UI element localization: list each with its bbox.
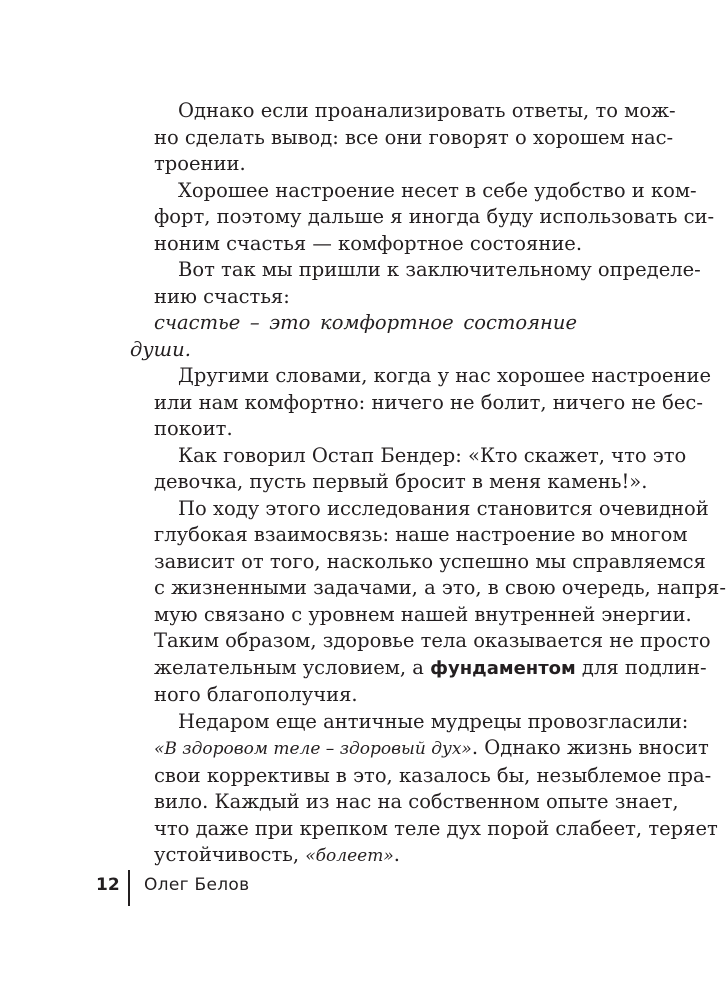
text-line: форт, поэтому дальше я иногда буду использовать си- — [154, 205, 715, 228]
text-line: Недаром еще античные мудрецы провозгласили: — [178, 709, 689, 733]
text-line: Таким образом, здоровье тела оказывается не просто — [154, 629, 711, 652]
footer-divider — [128, 870, 130, 906]
paragraph-6 — [130, 496, 726, 709]
text-fragment: желательным условием, а — [154, 655, 431, 679]
text-line-with-bold — [130, 655, 707, 683]
text-line: По ходу этого исследования становится очевидной — [178, 496, 709, 520]
text-line: но сделать вывод: все они говорят о хорошем нас- — [154, 125, 674, 149]
page-body — [130, 98, 726, 870]
text-fragment: . Однако жизнь вносит — [471, 736, 709, 759]
italic-word: «болеет» — [305, 846, 394, 866]
text-line: троении. — [154, 152, 246, 175]
text-line: ного благополучия. — [154, 683, 358, 706]
paragraph-1 — [130, 98, 676, 178]
text-line: покоит. — [154, 417, 233, 440]
text-fragment: . — [393, 843, 400, 866]
text-line: Другими словами, когда у нас хорошее настроение — [178, 364, 711, 387]
text-line: Как говорил Остап Бендер: «Кто скажет, что это — [178, 443, 687, 467]
text-line: нию счастья: — [154, 284, 290, 308]
text-line: вило. Каждый из нас на собственном опыте знает, — [154, 790, 679, 813]
text-line: глубокая взаимосвязь: наше настроение во многом — [154, 523, 688, 546]
happiness-definition — [130, 310, 577, 363]
text-line: свои коррективы в это, казалось бы, незыблемое пра- — [154, 763, 712, 787]
text-line: ноним счастья — комфортное состояние. — [154, 231, 583, 255]
text-line: что даже при крепком теле дух порой слабеет, теряет — [154, 816, 718, 840]
bold-word: фундаментом — [430, 657, 576, 679]
text-line-with-quote — [130, 735, 709, 763]
text-line: или нам комфортно: ничего не болит, ничего не бес- — [154, 390, 703, 414]
text-line: девочка, пусть первый бросит в меня камень!». — [154, 470, 648, 493]
page-number: 12 — [96, 875, 120, 895]
paragraph-7 — [130, 709, 718, 870]
paragraph-3 — [130, 257, 701, 310]
text-line: с жизненными задачами, а это, в свою очередь, напря- — [154, 576, 726, 599]
paragraph-2 — [130, 178, 715, 258]
page-footer — [0, 872, 644, 912]
author-name: Олег Белов — [144, 875, 250, 895]
text-line: зависит от того, насколько успешно мы справляемся — [154, 549, 706, 573]
text-fragment: устойчивость, — [154, 843, 306, 866]
text-line: мую связано с уровнем нашей внутренней энергии. — [154, 602, 692, 626]
text-line: Хорошее настроение несет в себе удобство и ком- — [178, 178, 697, 202]
text-line: Однако если проанализировать ответы, то мож- — [178, 99, 676, 122]
text-line: Вот так мы пришли к заключительному определе- — [178, 258, 701, 281]
text-fragment: для подлин- — [575, 655, 707, 679]
paragraph-4 — [130, 363, 711, 443]
paragraph-5 — [130, 443, 687, 496]
text-line-with-italic — [130, 842, 577, 870]
definition-text: счастье – это комфортное состояние души. — [130, 311, 577, 361]
proverb-quote: «В здоровом теле – здоровый дух» — [154, 739, 472, 759]
